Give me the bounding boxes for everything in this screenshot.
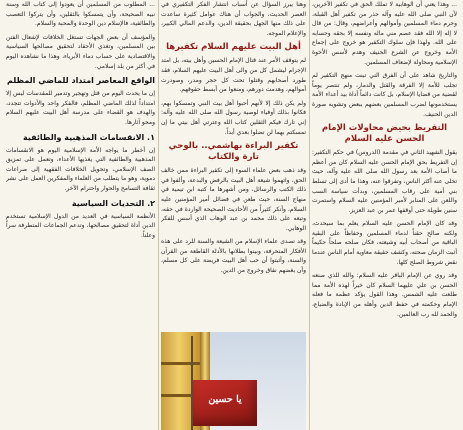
paragraph: والتاريخ شاهد على أن الفرق التي تبنت منهج التكفير لم تجلب للأمة إلا الفرقة والقتل والدمار، ولم تنتصر يوماً لقضية من قضايا الإسلام، بل كانت دائماً أداة بيد أعداء الأمة يستخدمونها لضرب المسلمين بعضهم ببعض وتشويه صورة الدين الحنيف.	[312, 72, 457, 118]
paragraph: ولم يكن ذلك إلا لأنهم أحبوا أهل بيت النبي وتمسكوا بهم، فكانوا بذلك أوفياء لوصية رسول الله صلى الله عليه وآله: إني تارك فيكم الثقلين كتاب الله وعترتي أهل بيتي ما إن تمسكتم بهما لن تضلوا بعدي أبداً.	[161, 99, 306, 136]
paragraph: وقد كان الإمام الحسن عليه السلام يعلم بما سيحدث، ولكنه صالح حقناً لدماء المسلمين وحفاظاً على البقية الباقية من أصحاب أبيه وشيعته، فكان صلحه صلحاً حكيماً أثبت الزمان صحته، وكشف حقيقة معاوية أمام الناس عندما نقض شروط الصلح كلها.	[312, 220, 457, 266]
section-heading: الواقع المعاصر امتداد للماضي المظلم	[6, 76, 155, 86]
paragraph: الأنظمة السياسية في العديد من الدول الإسلامية تستخدم الدين أداة لتحقيق مصالحها، وتدعم الجماعات المتطرفة سراً وعلناً.	[6, 212, 155, 239]
paragraph: ... وهذا يعني أن الوهابية لا تملك الحق في تكفير الآخرين، لأن النبي صلى الله عليه وآله حذر من تكفير أهل القبلة، وحرم دماء المسلمين وأموالهم وأعراضهم، وقال: من قال لا إله إلا الله فقد عصم مني ماله ونفسه إلا بحقه وحسابه على الله. ولهذا فإن سلوك التكفير هو خروج على إجماع الأمة وخروج عن الشرع الحنيف وهدم لأسس الأخوة الإسلامية ومحاولة لإضعاف المسلمين.	[312, 1, 457, 66]
paragraph: لم يتوقف الأمر عند قتال الإمام الحسين وأهل بيته، بل امتد الإجرام ليشمل كل من والى أهل البيت عليهم السلام، فقد طورد أصحابهم وقتلوا تحت كل حجر ومدر، وصودرت أموالهم، وهدمت دورهم، ومنعوا من أبسط حقوقهم.	[161, 57, 306, 94]
paragraph: وقد تصدى علماء الإسلام من الشيعة والسنة للرد على هذه الأفكار المنحرفة، وبينوا بطلانها بالأدلة القاطعة من القرآن والسنة، وأثبتوا أن حب أهل البيت فريضة على كل مسلم، وأن بغضهم نفاق وخروج من الدين.	[161, 238, 306, 275]
article-column-left	[6, 0, 155, 430]
paragraph: وهنا يبرز السؤال عن أسباب انتشار الفكر التكفيري في العصر الحديث، والجواب أن هناك عوامل كثيرة ساعدت على ذلك منها الجهل بحقيقة الدين، والدعم المالي الكبير، والإعلام الموجه.	[161, 1, 306, 37]
paragraph: ... المطلوب من المسلمين أن يعودوا إلى كتاب الله وسنة نبيه الصحيحة، وأن يتمسكوا بالثقلين، وأن يتركوا التعصب والطائفية، فالإسلام دين الوحدة والمحبة والسلام.	[6, 1, 155, 28]
numbered-heading: ١. الانقسامات المذهبية والطائفية	[23, 132, 155, 142]
numbered-heading: ٢. التحديات السياسية	[71, 198, 155, 208]
paragraph: يقول الشهيد الثاني في مقدمة (الدروس) في حكم التكفير: إن التفريط بحق الإمام الحسن عليه السلام كان من أعظم ما أصاب الأمة بعد رسول الله صلى الله عليه وآله، حيث تخلى عنه أكثر الناس، وتفرقوا عنه، وهذا ما أدى إلى تسلط بني أمية على رقاب المسلمين، وبدأت سياسة السب واللعن على المنابر لأمير المؤمنين عليه السلام واستمرت سنين طويلة حتى أوقفها عمر بن عبد العزيز.	[312, 149, 457, 214]
section-heading: أهل البيت عليهم السلام تكفيرها	[166, 42, 301, 53]
section-heading: التفريط بحيض محاولات الإمام الحسن عليه السلام	[321, 123, 448, 145]
column-divider	[309, 0, 310, 430]
section-heading: تكفير البراءة بهاشمي.. بالوحي تارة والكتاب	[168, 141, 299, 163]
article-column-middle	[161, 0, 306, 430]
paragraph: وقد روي عن الإمام الباقر عليه السلام: والله للذي صنعه الحسن بن علي عليهما السلام كان خيراً لهذه الأمة مما طلعت عليه الشمس. وهذا القول يؤكد عظمة ما فعله الإمام وحكمته في حفظ الدين وأهله من الإبادة والضياع، والحمد لله رب العالمين.	[312, 272, 457, 318]
paragraph: وقد ذهب بعض علماء السوء إلى تكفير البراءة ممن خالف الحق، واتهموا شيعة أهل البيت بالرفض والبدعة، وألفوا في ذلك الكتب والرسائل، ومن أشهرها ما كتبه ابن تيمية في منهاج السنة، حيث طعن في فضائل أمير المؤمنين عليه السلام، وأنكر كثيراً من الأحاديث الصحيحة الواردة في حقه، وتبعه على ذلك محمد بن عبد الوهاب الذي أسس للفكر الوهابي.	[161, 167, 306, 232]
paragraph: إن أخطر ما يواجه الأمة الإسلامية اليوم هو الانقسامات المذهبية والطائفية التي يغذيها الأعداء، وتعمل على تمزيق الصف الإسلامي، وتحويل الخلافات الفقهية إلى صراعات دموية، وهو ما يتطلب من العلماء والمفكرين العمل على نشر ثقافة التسامح والحوار واحترام الآخر.	[6, 146, 155, 192]
flag-text: يا حسين	[208, 394, 242, 405]
paragraph: والمؤسف أن بعض الجهات تستغل الخلافات لإشعال الفتن بين المسلمين، وتغذي الأحقاد لتحقيق مصالحها السياسية والاقتصادية على حساب دماء الأبرياء، وهذا ما نشاهده اليوم في أكثر من بلد إسلامي.	[6, 33, 155, 70]
shrine-flag-photo	[161, 332, 306, 430]
paragraph: إن ما يحدث اليوم من قتل وتهجير وتدمير للمقدسات ليس إلا امتداداً لذلك الماضي المظلم، فالفكر واحد والأدوات تتجدد، والهدف هو القضاء على مدرسة أهل البيت عليهم السلام ومحو آثارها.	[6, 90, 155, 126]
column-divider	[158, 0, 159, 430]
article-column-right	[312, 0, 457, 430]
